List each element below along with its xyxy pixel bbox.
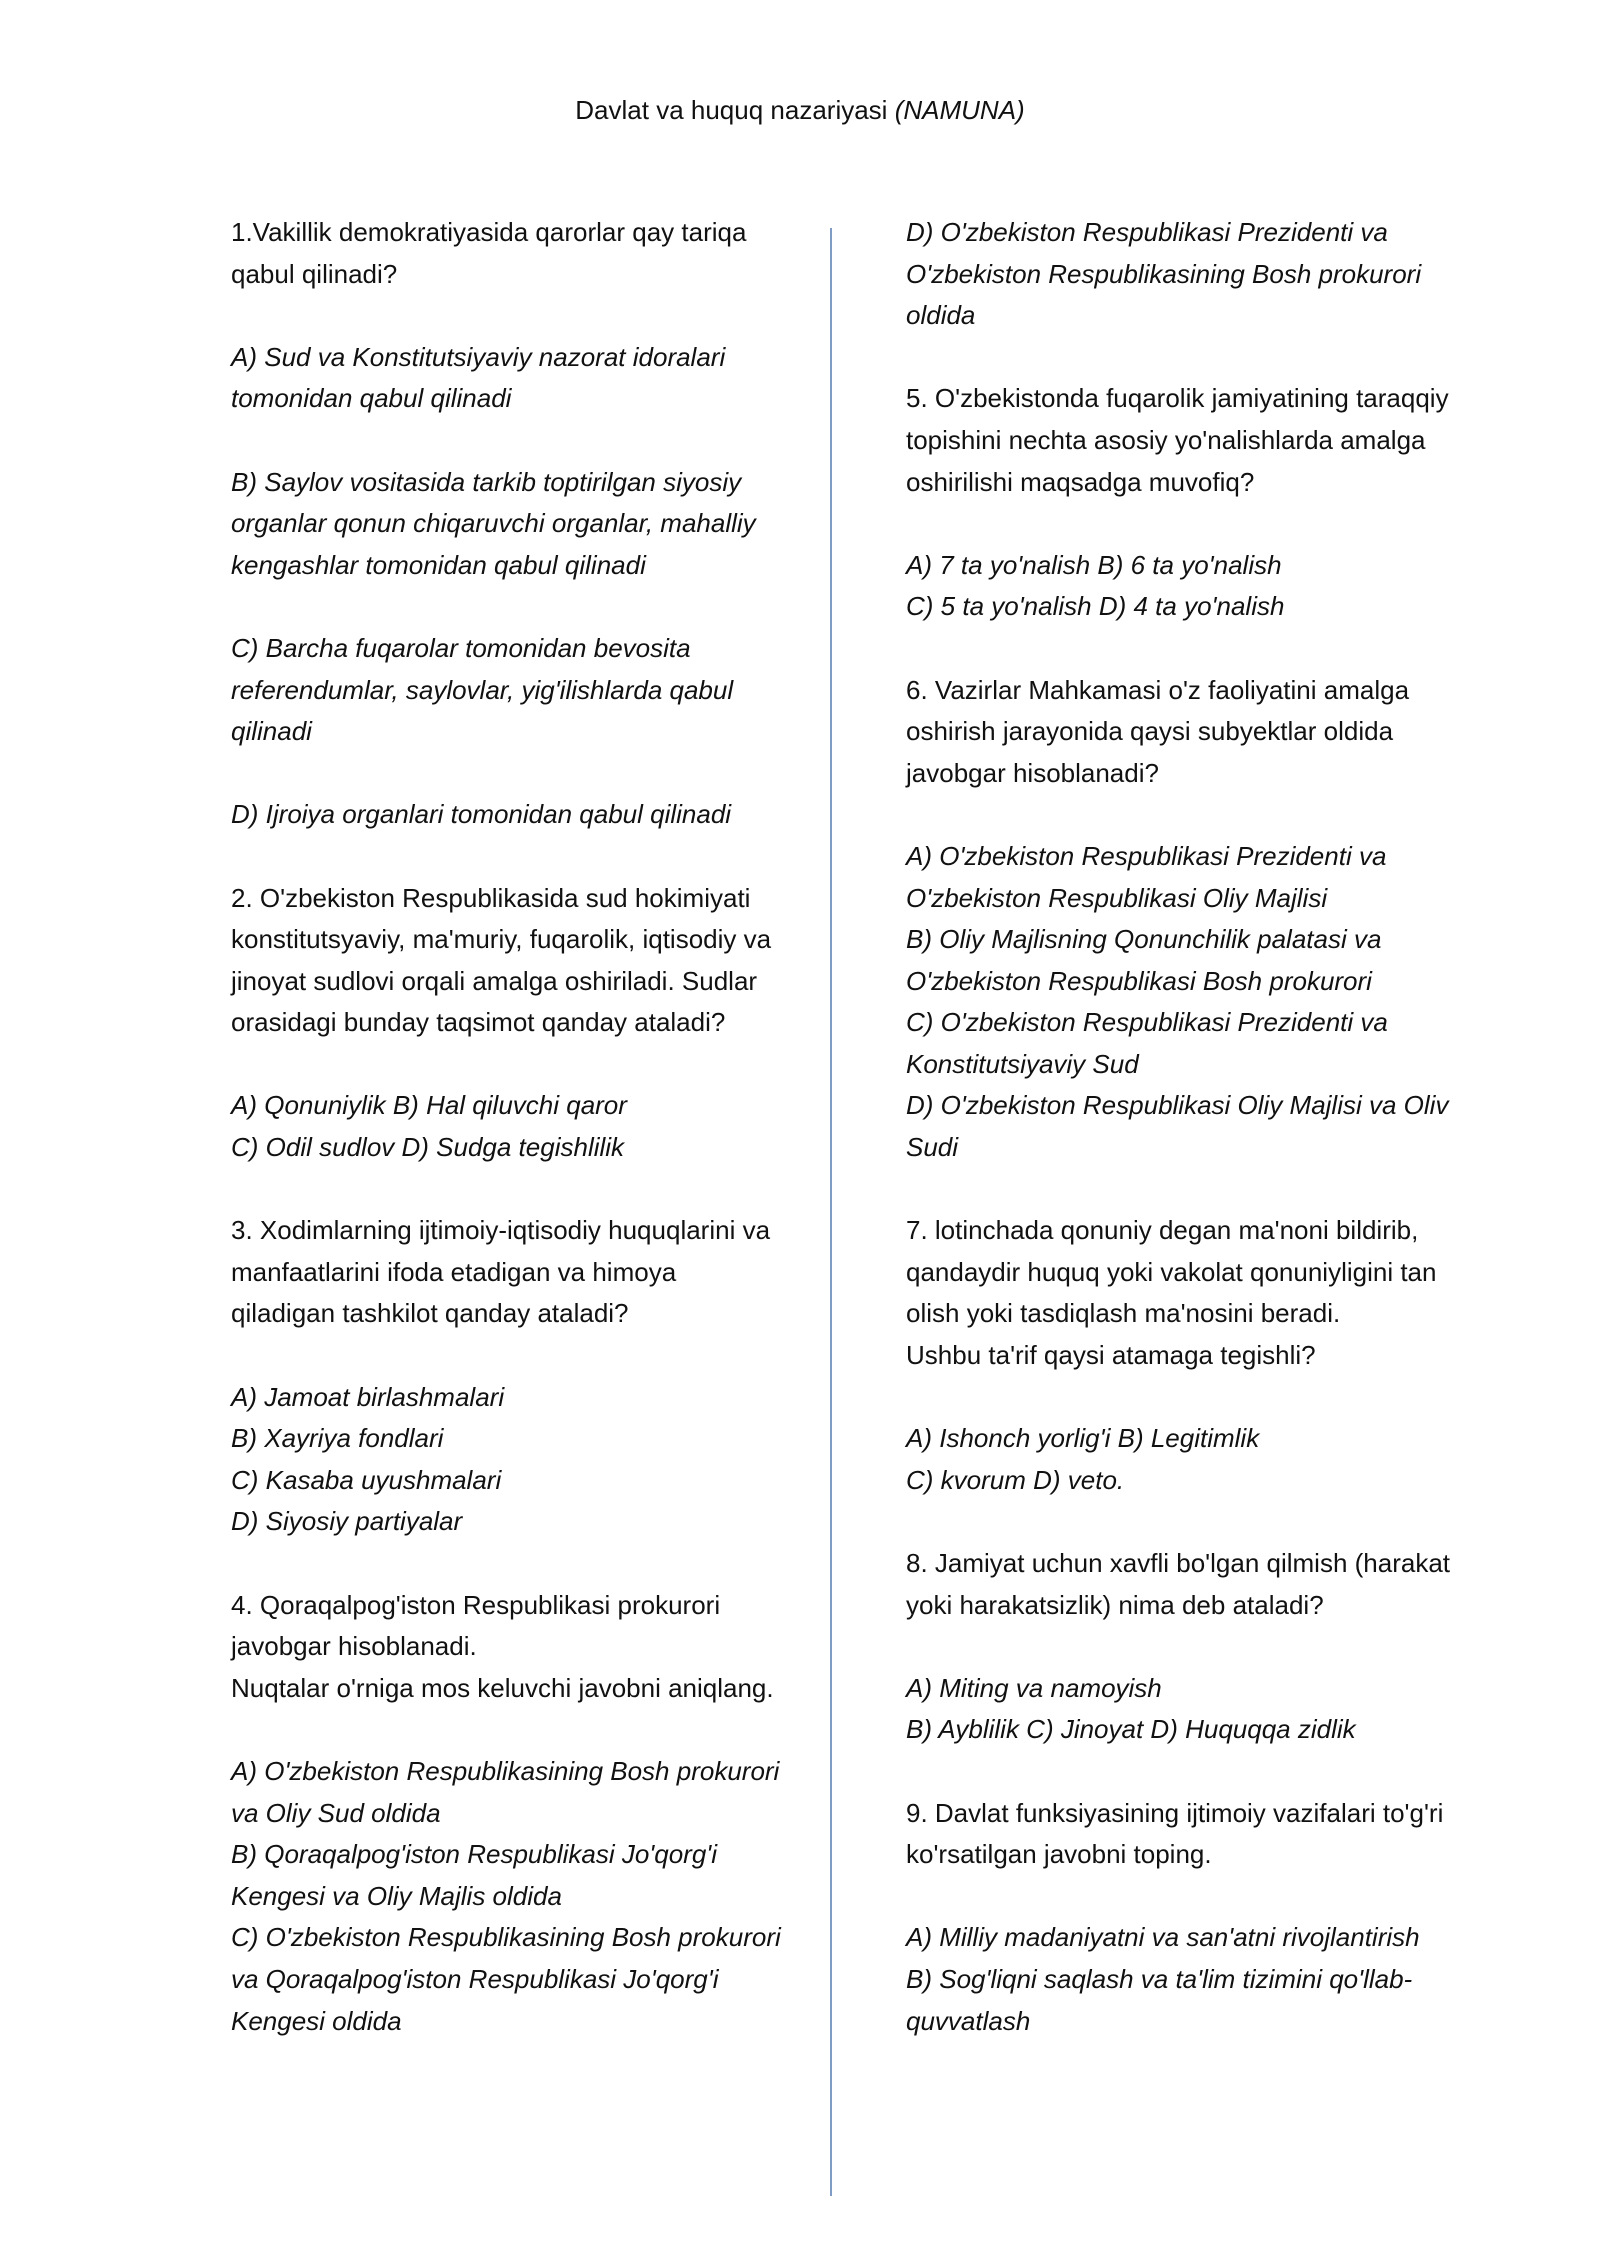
page-header — [0, 93, 1600, 127]
question-line: ko'rsatilgan javobni toping. — [906, 1839, 1212, 1870]
option-line: D) O'zbekiston Respublikasi Prezidenti va — [906, 217, 1388, 247]
option-line: C) O'zbekiston Respublikasi Prezidenti va — [906, 1007, 1388, 1038]
question-text — [231, 212, 831, 295]
question-line: orasidagi bunday taqsimot qanday ataladi? — [231, 1007, 726, 1038]
option-line: A) 7 ta yo'nalish B) 6 ta yo'nalish — [906, 549, 1282, 580]
answer-options — [231, 1377, 831, 1543]
option-line: va Oliy Sud oldida — [231, 1797, 441, 1828]
question-text — [906, 1210, 1506, 1376]
answer-options — [231, 337, 831, 420]
option-line: Kengesi va Oliy Majlis oldida — [231, 1880, 562, 1911]
option-line: A) Miting va namoyish — [906, 1672, 1162, 1703]
option-line: O'zbekiston Respublikasining Bosh prokurori — [906, 258, 1422, 289]
answer-options — [906, 545, 1506, 628]
option-line: organlar qonun chiqaruvchi organlar, mahalliy — [231, 508, 756, 539]
option-line: C) Barcha fuqarolar tomonidan bevosita — [231, 632, 691, 663]
answer-options — [906, 836, 1506, 1169]
question-line: Ushbu ta'rif qaysi atamaga tegishli? — [906, 1340, 1316, 1371]
answer-options — [906, 1418, 1506, 1501]
answer-options — [906, 1917, 1506, 2042]
option-line: referendumlar, saylovlar, yig'ilishlarda qabul — [231, 674, 734, 705]
option-line: C) Kasaba uyushmalari — [231, 1464, 502, 1495]
option-line: B) Qoraqalpog'iston Respublikasi Jo'qorg'i — [231, 1839, 718, 1870]
question-text — [906, 670, 1506, 795]
answer-options — [231, 794, 831, 836]
option-line: C) Odil sudlov D) Sudga tegishlilik — [231, 1132, 625, 1163]
question-line: 4. Qoraqalpog'iston Respublikasi prokurori — [231, 1589, 721, 1620]
question-line: 9. Davlat funksiyasining ijtimoiy vazifalari to'g'ri — [906, 1797, 1444, 1828]
question-line: javobgar hisoblanadi. — [231, 1631, 477, 1662]
option-line: O'zbekiston Respublikasi Bosh prokurori — [906, 965, 1372, 996]
question-line: Nuqtalar o'rniga mos keluvchi javobni aniqlang. — [231, 1672, 774, 1703]
question-line: konstitutsyaviy, ma'muriy, fuqarolik, iqtisodiy va — [231, 924, 772, 955]
question-line: 7. lotinchada qonuniy degan ma'noni bildirib, — [906, 1215, 1419, 1246]
question-text — [906, 1793, 1506, 1876]
question-line: javobgar hisoblanadi? — [906, 757, 1159, 788]
question-line: 5. O'zbekistonda fuqarolik jamiyatining taraqqiy — [906, 383, 1449, 414]
option-line: A) O'zbekiston Respublikasining Bosh prokurori — [231, 1755, 780, 1786]
option-line: O'zbekiston Respublikasi Oliy Majlisi — [906, 882, 1328, 913]
option-line: A) Jamoat birlashmalari — [231, 1381, 505, 1412]
question-text — [906, 1543, 1506, 1626]
question-line: oshirish jarayonida qaysi subyektlar oldida — [906, 716, 1394, 747]
option-line: B) Oliy Majlisning Qonunchilik palatasi va — [906, 924, 1382, 955]
answer-options — [906, 1668, 1506, 1751]
option-line: oldida — [906, 300, 976, 331]
question-text — [231, 1585, 831, 1710]
question-line: yoki harakatsizlik) nima deb ataladi? — [906, 1589, 1324, 1620]
option-line: B) Sog'liqni saqlash va ta'lim tizimini qo'llab- — [906, 1963, 1413, 1994]
option-line: B) Ayblilik C) Jinoyat D) Huquqqa zidlik — [906, 1714, 1356, 1745]
question-line: 3. Xodimlarning ijtimoiy-iqtisodiy huquqlarini va — [231, 1215, 771, 1246]
option-line: Konstitutsiyaviy Sud — [906, 1048, 1139, 1079]
answer-options — [231, 462, 831, 587]
option-line: A) Sud va Konstitutsiyaviy nazorat idoralari — [231, 341, 726, 372]
option-line: C) O'zbekiston Respublikasining Bosh prokurori — [231, 1922, 781, 1953]
question-line: 6. Vazirlar Mahkamasi o'z faoliyatini amalga — [906, 674, 1410, 705]
question-line: jinoyat sudlovi orqali amalga oshiriladi. Sudlar — [231, 965, 758, 996]
question-text — [231, 1210, 831, 1335]
option-line: C) kvorum D) veto. — [906, 1464, 1125, 1495]
column-divider — [830, 228, 832, 2196]
option-line: qilinadi — [231, 716, 312, 747]
option-line: B) Saylov vositasida tarkib toptirilgan siyosiy — [231, 466, 742, 497]
option-line: A) Ishonch yorlig'i B) Legitimlik — [906, 1423, 1260, 1454]
option-line: B) Xayriya fondlari — [231, 1423, 444, 1454]
option-line: tomonidan qabul qilinadi — [231, 383, 512, 414]
question-line: qabul qilinadi? — [231, 258, 398, 289]
question-line: olish yoki tasdiqlash ma'nosini beradi. — [906, 1298, 1341, 1329]
question-text — [906, 378, 1506, 503]
answer-options — [231, 628, 831, 753]
document-title: Davlat va huquq nazariyasi — [575, 95, 888, 125]
question-line: 2. O'zbekiston Respublikasida sud hokimiyati — [231, 882, 751, 913]
question-line: manfaatlarini ifoda etadigan va himoya — [231, 1256, 677, 1287]
question-text — [231, 878, 831, 1044]
right-column — [906, 212, 1506, 2084]
option-line: quvvatlash — [906, 2005, 1031, 2036]
answer-options — [231, 1085, 831, 1168]
question-line: qandaydir huquq yoki vakolat qonuniyligini tan — [906, 1256, 1437, 1287]
document-tag: (NAMUNA) — [894, 95, 1025, 125]
question-line: 8. Jamiyat uchun xavfli bo'lgan qilmish (harakat — [906, 1548, 1451, 1578]
option-line: va Qoraqalpog'iston Respublikasi Jo'qorg'i — [231, 1963, 719, 1994]
option-line: A) Milliy madaniyatni va san'atni rivojlantirish — [906, 1922, 1420, 1953]
question-line: qiladigan tashkilot qanday ataladi? — [231, 1298, 629, 1329]
option-line: C) 5 ta yo'nalish D) 4 ta yo'nalish — [906, 591, 1285, 622]
question-line: oshirilishi maqsadga muvofiq? — [906, 466, 1255, 497]
answer-options — [906, 212, 1506, 337]
left-column — [231, 212, 831, 2084]
option-line: Sudi — [906, 1132, 959, 1163]
option-line: kengashlar tomonidan qabul qilinadi — [231, 549, 646, 580]
question-line: topishini nechta asosiy yo'nalishlarda amalga — [906, 424, 1426, 455]
option-line: A) O'zbekiston Respublikasi Prezidenti va — [906, 840, 1387, 871]
answer-options — [231, 1751, 831, 2042]
option-line: Kengesi oldida — [231, 2005, 402, 2036]
option-line: D) O'zbekiston Respublikasi Oliy Majlisi va Oliv — [906, 1090, 1449, 1121]
option-line: D) Siyosiy partiyalar — [231, 1506, 463, 1537]
question-line: 1.Vakillik demokratiyasida qarorlar qay tariqa — [231, 217, 747, 247]
option-line: A) Qonuniylik B) Hal qiluvchi qaror — [231, 1090, 627, 1121]
option-line: D) Ijroiya organlari tomonidan qabul qilinadi — [231, 799, 732, 830]
